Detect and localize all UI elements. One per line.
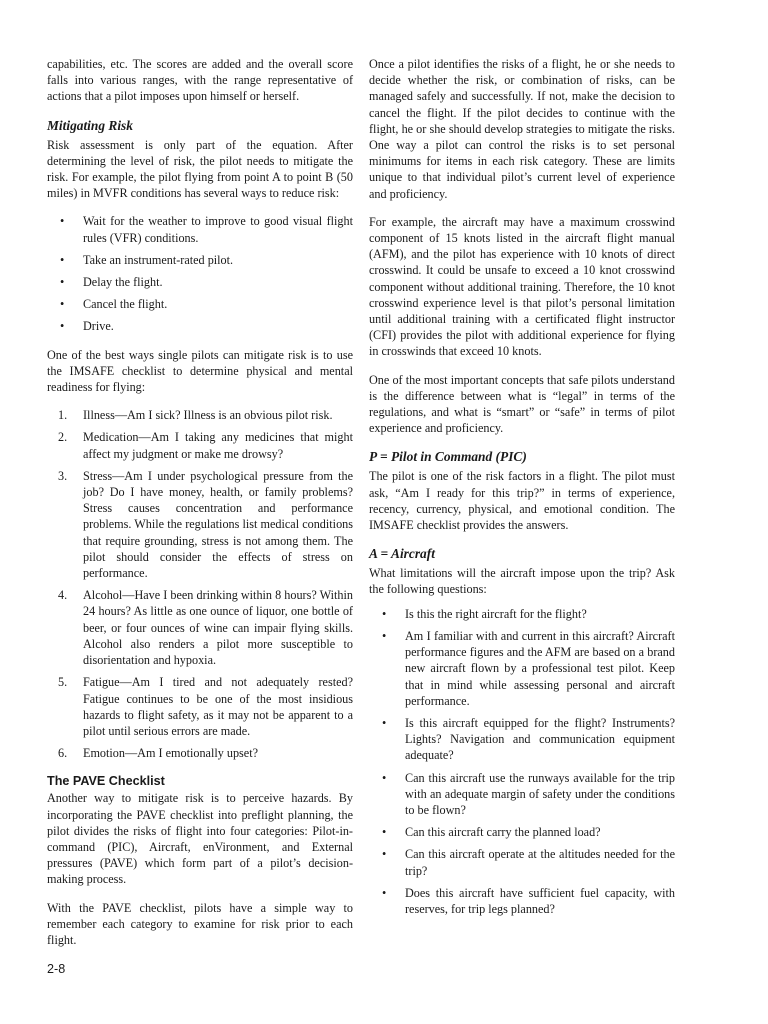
imsafe-intro-paragraph: One of the best ways single pilots can mitigate risk is to use the IMSAFE checklist to determine physical and mental readiness for flying: [47,347,353,395]
list-item: • Wait for the weather to improve to good visual flight rules (VFR) conditions. [47,213,353,245]
legal-vs-safe-paragraph: One of the most important concepts that safe pilots understand is the difference between what is “legal” in terms of the regulations, and what is “smart” or “safe” in terms of pilot experience and proficiency. [369,372,675,436]
mitigating-risk-heading: Mitigating Risk [47,117,133,133]
list-item [47,429,353,461]
item-text: Fatigue—Am I tired and not adequately rested? Fatigue continues to be one of the most insidious hazards to flight safety, as it may not be apparent to a pilot until serious errors are made. [83,675,353,738]
list-item [47,674,353,739]
item-text: Stress—Am I under psychological pressure from the job? Do I have money, health, or family problems? Stress causes concentration and performance problems. While the regulations list medical conditions that require grounding, stress is not among them. The pilot should consider the effects of stress on performance. [83,468,353,581]
intro-tail-paragraph: capabilities, etc. The scores are added and the overall score falls into various ranges, with the range representative of actions that a pilot imposes upon himself or herself. [47,57,353,104]
item-number: 5. [58,675,68,690]
item-number: 6. [58,746,68,761]
pave-paragraph-2: With the PAVE checklist, pilots have a simple way to remember each category to examine for risk prior to each flight. [47,900,353,947]
personal-minimums-paragraph: Once a pilot identifies the risks of a flight, he or she needs to decide whether the risk, or combination of risks, can be managed safely and successfully. If not, make the decision to cancel the flight. If the pilot decides to continue with the flight, he or she should develop strategies to mitigate the risks. One way a pilot can control the risks is to set personal minimums for items in each risk category. These are limits unique to that individual pilot’s current level of experience and proficiency. [369,57,675,201]
item-text: Illness—Am I sick? Illness is an obvious pilot risk. [83,408,333,423]
list-item: • Take an instrument-rated pilot. [47,252,353,268]
list-item: • Can this aircraft carry the planned load? [369,824,675,840]
item-text: Alcohol—Have I been drinking within 8 hours? Within 24 hours? As little as one ounce of liquor, one bottle of beer, or four ounces of wine can impair flying skills. Alcohol also renders a pilot more susceptible to disorientation and hypoxia. [83,588,353,668]
aircraft-heading: A = Aircraft [369,546,435,562]
aircraft-paragraph: What limitations will the aircraft impose upon the trip? Ask the following questions: [369,566,675,597]
imsafe-checklist [47,407,353,761]
pilot-in-command-paragraph: The pilot is one of the risk factors in a flight. The pilot must ask, “Am I ready for this trip?” in terms of experience, recency, currency, physical, and emotional condition. The IMSAFE checklist provides the answers. [369,469,675,533]
mitigating-risk-paragraph: Risk assessment is only part of the equation. After determining the level of risk, the pilot needs to mitigate the risk. For example, the pilot flying from point A to point B (50 miles) in MVFR conditions has several ways to reduce risk: [47,137,353,201]
list-item [47,587,353,668]
list-item: • Does this aircraft have sufficient fuel capacity, with reserves, for trip legs planned? [369,885,675,917]
pave-paragraph-1: Another way to mitigate risk is to perceive hazards. By incorporating the PAVE checklist into preflight planning, the pilot divides the risks of flight into four categories: Pilot-in-command (PIC), Aircraft, enVironment, and External pressures (PAVE) which form part of a pilot’s decision-making process. [47,791,353,887]
item-text: Emotion—Am I emotionally upset? [83,746,258,761]
list-item: • Is this the right aircraft for the flight? [369,606,675,622]
list-item [47,407,353,423]
pave-checklist-heading: The PAVE Checklist [47,774,165,789]
page-number: 2-8 [47,962,66,976]
item-number: 2. [58,430,68,445]
list-item [47,468,353,581]
right-column [369,56,675,929]
left-column [47,56,353,960]
list-item: • Cancel the flight. [47,296,353,312]
risk-options-list [47,213,353,334]
list-item: • Delay the flight. [47,274,353,290]
item-number: 4. [58,588,68,603]
item-number: 3. [58,468,68,483]
list-item: • Am I familiar with and current in this aircraft? Aircraft performance figures and the AFM are based on a brand new aircraft flown by a professional test pilot. Keep that in mind while assessing personal and aircraft performance. [369,628,675,709]
list-item: • Drive. [47,318,353,334]
list-item [47,745,353,761]
aircraft-questions-list [369,606,675,917]
list-item: • Can this aircraft use the runways available for the trip with an adequate margin of safety under the conditions to be flown? [369,770,675,819]
pilot-in-command-heading: P = Pilot in Command (PIC) [369,449,527,465]
item-number: 1. [58,408,68,423]
crosswind-example-paragraph: For example, the aircraft may have a maximum crosswind component of 15 knots listed in the aircraft flight manual (AFM), and the pilot has experience with 10 knots of direct crosswind. It could be unsafe to exceed a 10 knot crosswind component without additional training. Therefore, the 10 knot crosswind experience level is that pilot’s personal limitation until additional training with a certificated flight instructor (CFI) provides the pilot with additional experience for flying in crosswinds that exceed 10 knots. [369,214,675,359]
item-text: Medication—Am I taking any medicines that might affect my judgment or make me drowsy? [83,430,353,461]
list-item: • Is this aircraft equipped for the flight? Instruments? Lights? Navigation and communication equipment adequate? [369,715,675,764]
list-item: • Can this aircraft operate at the altitudes needed for the trip? [369,846,675,878]
